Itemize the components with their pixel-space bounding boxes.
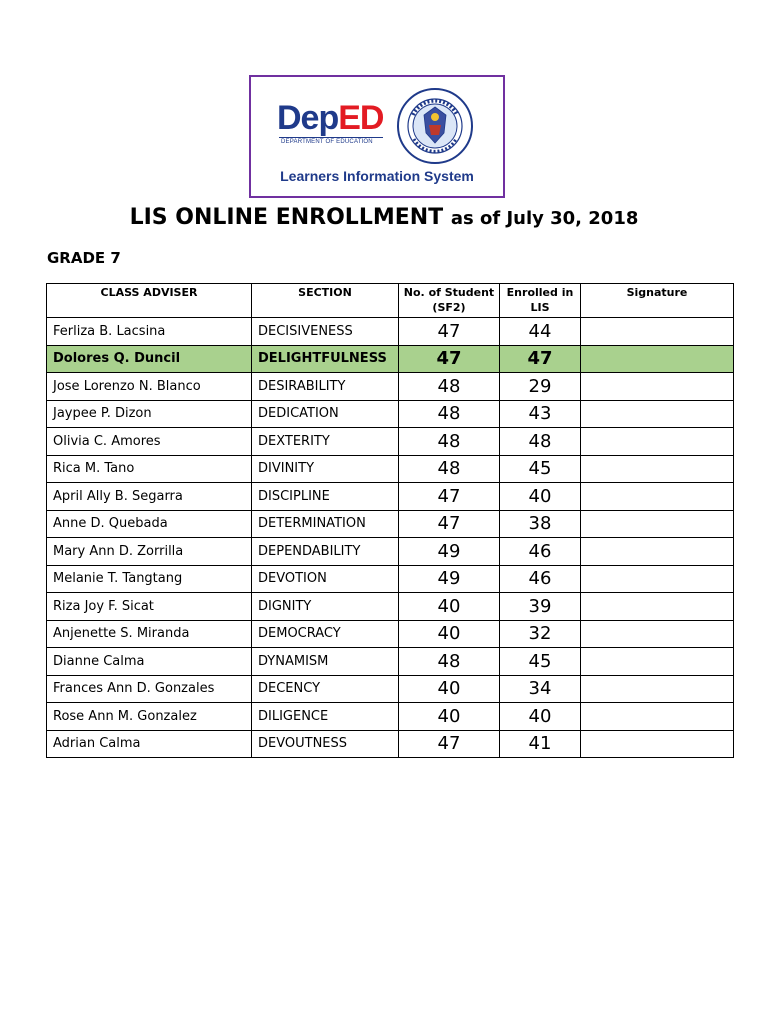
enrolled-in-lis-cell: 44 bbox=[500, 318, 581, 346]
signature-cell bbox=[581, 373, 734, 401]
class-adviser-cell: Dolores Q. Duncil bbox=[47, 345, 252, 373]
enrolled-in-lis-cell: 32 bbox=[500, 620, 581, 648]
table-row bbox=[47, 538, 734, 566]
enrolled-in-lis-cell: 45 bbox=[500, 648, 581, 676]
section-cell: DEVOTION bbox=[252, 565, 399, 593]
section-cell: DILIGENCE bbox=[252, 703, 399, 731]
class-adviser-cell: Riza Joy F. Sicat bbox=[47, 593, 252, 621]
table-row bbox=[47, 428, 734, 456]
class-adviser-cell: Jaypee P. Dizon bbox=[47, 400, 252, 428]
table-row bbox=[47, 703, 734, 731]
section-cell: DETERMINATION bbox=[252, 510, 399, 538]
signature-cell bbox=[581, 400, 734, 428]
no-of-student-cell: 40 bbox=[399, 703, 500, 731]
grade-label: GRADE 7 bbox=[47, 249, 121, 267]
enrolled-in-lis-cell: 48 bbox=[500, 428, 581, 456]
table-row bbox=[47, 620, 734, 648]
header-no-of-student-line2: (SF2) bbox=[432, 301, 466, 314]
no-of-student-cell: 40 bbox=[399, 593, 500, 621]
no-of-student-cell: 40 bbox=[399, 620, 500, 648]
no-of-student-cell: 48 bbox=[399, 400, 500, 428]
enrolled-in-lis-cell: 40 bbox=[500, 483, 581, 511]
header-no-of-student-line1: No. of Student bbox=[403, 286, 495, 299]
table-row bbox=[47, 730, 734, 758]
table-row bbox=[47, 648, 734, 676]
class-adviser-cell: Ferliza B. Lacsina bbox=[47, 318, 252, 346]
no-of-student-cell: 49 bbox=[399, 538, 500, 566]
section-cell: DEPENDABILITY bbox=[252, 538, 399, 566]
section-cell: DEDICATION bbox=[252, 400, 399, 428]
logo-divider bbox=[279, 137, 383, 138]
enrolled-in-lis-cell: 46 bbox=[500, 565, 581, 593]
section-cell: DEXTERITY bbox=[252, 428, 399, 456]
signature-cell bbox=[581, 455, 734, 483]
section-cell: DIVINITY bbox=[252, 455, 399, 483]
header-enrolled-line2: LIS bbox=[530, 301, 550, 314]
table-row bbox=[47, 510, 734, 538]
class-adviser-cell: April Ally B. Segarra bbox=[47, 483, 252, 511]
page-title bbox=[0, 205, 768, 230]
signature-cell bbox=[581, 648, 734, 676]
enrolled-in-lis-cell: 38 bbox=[500, 510, 581, 538]
signature-cell bbox=[581, 318, 734, 346]
header-signature: Signature bbox=[581, 284, 734, 318]
class-adviser-cell: Melanie T. Tangtang bbox=[47, 565, 252, 593]
signature-cell bbox=[581, 510, 734, 538]
class-adviser-cell: Anjenette S. Miranda bbox=[47, 620, 252, 648]
no-of-student-cell: 47 bbox=[399, 318, 500, 346]
deped-logo-banner bbox=[249, 75, 505, 198]
table-row bbox=[47, 675, 734, 703]
header-enrolled-in-lis bbox=[500, 284, 581, 318]
enrolled-in-lis-cell: 34 bbox=[500, 675, 581, 703]
table-row bbox=[47, 318, 734, 346]
deped-subtitle: DEPARTMENT OF EDUCATION bbox=[281, 139, 373, 145]
table-row bbox=[47, 345, 734, 373]
table-row bbox=[47, 593, 734, 621]
signature-cell bbox=[581, 620, 734, 648]
no-of-student-cell: 48 bbox=[399, 373, 500, 401]
signature-cell bbox=[581, 538, 734, 566]
section-cell: DEVOUTNESS bbox=[252, 730, 399, 758]
enrolled-in-lis-cell: 41 bbox=[500, 730, 581, 758]
class-adviser-cell: Anne D. Quebada bbox=[47, 510, 252, 538]
section-cell: DELIGHTFULNESS bbox=[252, 345, 399, 373]
no-of-student-cell: 48 bbox=[399, 455, 500, 483]
signature-cell bbox=[581, 703, 734, 731]
system-name: Learners Information System bbox=[280, 168, 474, 184]
table-row bbox=[47, 483, 734, 511]
enrolled-in-lis-cell: 40 bbox=[500, 703, 581, 731]
signature-cell bbox=[581, 428, 734, 456]
deped-seal-icon bbox=[396, 87, 474, 165]
signature-cell bbox=[581, 675, 734, 703]
header-section: SECTION bbox=[252, 284, 399, 318]
no-of-student-cell: 40 bbox=[399, 675, 500, 703]
signature-cell bbox=[581, 593, 734, 621]
class-adviser-cell: Dianne Calma bbox=[47, 648, 252, 676]
deped-logo: DepED bbox=[277, 99, 384, 137]
enrolled-in-lis-cell: 43 bbox=[500, 400, 581, 428]
table-row bbox=[47, 565, 734, 593]
no-of-student-cell: 47 bbox=[399, 345, 500, 373]
enrolled-in-lis-cell: 46 bbox=[500, 538, 581, 566]
table-row bbox=[47, 455, 734, 483]
table-row bbox=[47, 400, 734, 428]
section-cell: DESIRABILITY bbox=[252, 373, 399, 401]
section-cell: DIGNITY bbox=[252, 593, 399, 621]
no-of-student-cell: 47 bbox=[399, 730, 500, 758]
class-adviser-cell: Jose Lorenzo N. Blanco bbox=[47, 373, 252, 401]
class-adviser-cell: Mary Ann D. Zorrilla bbox=[47, 538, 252, 566]
section-cell: DISCIPLINE bbox=[252, 483, 399, 511]
enrollment-table bbox=[46, 283, 734, 758]
no-of-student-cell: 48 bbox=[399, 428, 500, 456]
signature-cell bbox=[581, 565, 734, 593]
no-of-student-cell: 47 bbox=[399, 510, 500, 538]
table-row bbox=[47, 373, 734, 401]
table-header-row bbox=[47, 284, 734, 318]
class-adviser-cell: Olivia C. Amores bbox=[47, 428, 252, 456]
section-cell: DECISIVENESS bbox=[252, 318, 399, 346]
signature-cell bbox=[581, 345, 734, 373]
no-of-student-cell: 49 bbox=[399, 565, 500, 593]
class-adviser-cell: Adrian Calma bbox=[47, 730, 252, 758]
class-adviser-cell: Rica M. Tano bbox=[47, 455, 252, 483]
section-cell: DEMOCRACY bbox=[252, 620, 399, 648]
class-adviser-cell: Frances Ann D. Gonzales bbox=[47, 675, 252, 703]
class-adviser-cell: Rose Ann M. Gonzalez bbox=[47, 703, 252, 731]
signature-cell bbox=[581, 730, 734, 758]
header-no-of-student bbox=[399, 284, 500, 318]
enrolled-in-lis-cell: 45 bbox=[500, 455, 581, 483]
enrolled-in-lis-cell: 29 bbox=[500, 373, 581, 401]
section-cell: DYNAMISM bbox=[252, 648, 399, 676]
title-main: LIS ONLINE ENROLLMENT bbox=[129, 205, 444, 230]
no-of-student-cell: 48 bbox=[399, 648, 500, 676]
enrolled-in-lis-cell: 47 bbox=[500, 345, 581, 373]
signature-cell bbox=[581, 483, 734, 511]
enrolled-in-lis-cell: 39 bbox=[500, 593, 581, 621]
title-suffix: as of July 30, 2018 bbox=[450, 208, 639, 229]
section-cell: DECENCY bbox=[252, 675, 399, 703]
header-class-adviser: CLASS ADVISER bbox=[47, 284, 252, 318]
no-of-student-cell: 47 bbox=[399, 483, 500, 511]
header-enrolled-line1: Enrolled in bbox=[506, 286, 574, 299]
